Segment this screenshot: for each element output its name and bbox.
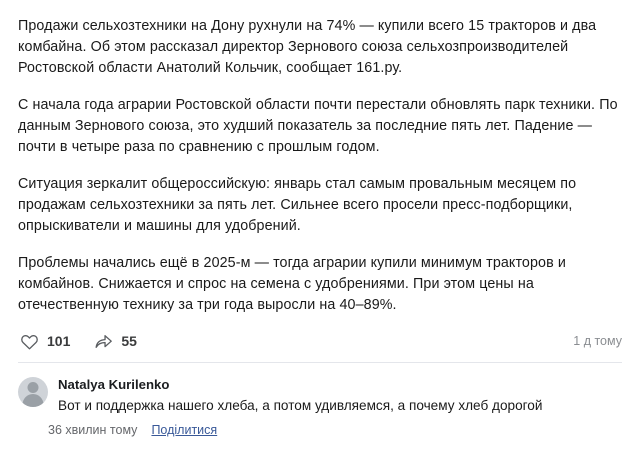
comment-item xyxy=(0,363,640,415)
share-button[interactable] xyxy=(92,330,137,352)
post-paragraph: Ситуация зеркалит общероссийскую: январь стал самым провальным месяцем по продажам сельхозтехники за пять лет. Сильнее всего просели пресс-подборщики, опрыскиватели и машины для удобрений. xyxy=(18,176,577,234)
post-timestamp: 1 д тому xyxy=(573,334,622,348)
comment-author[interactable]: Natalya Kurilenko xyxy=(58,377,170,392)
avatar-body-shape xyxy=(23,394,44,407)
comment-text: Вот и поддержка нашего хлеба, а потом удивляемся, а почему хлеб дорогой xyxy=(58,398,543,413)
comment-meta xyxy=(0,415,640,437)
post-paragraph: С начала года аграрии Ростовской области почти перестали обновлять парк техники. По данным Зернового союза, это худший показатель за последние пять лет. Падение — почти в четыре раза по сравнению с прошлым годом. xyxy=(18,97,618,155)
share-arrow-icon xyxy=(92,330,114,352)
comment-timestamp: 36 хвилин тому xyxy=(48,423,138,437)
like-button[interactable] xyxy=(18,330,70,352)
avatar[interactable] xyxy=(18,377,48,407)
reactions-bar xyxy=(0,326,640,362)
comment-share-link[interactable]: Поділитися xyxy=(151,423,218,437)
share-count: 55 xyxy=(121,333,137,349)
comment-body xyxy=(58,377,622,415)
post-paragraph: Проблемы начались ещё в 2025-м — тогда аграрии купили минимум тракторов и комбайнов. Снижается и спрос на семена с удобрениями. При этом цены на отечественную технику за три года выросли на 40–89%. xyxy=(18,255,566,313)
avatar-head-shape xyxy=(28,382,39,393)
heart-icon xyxy=(18,330,40,352)
like-count: 101 xyxy=(47,333,71,349)
post-paragraph: Продажи сельхозтехники на Дону рухнули на 74% — купили всего 15 тракторов и два комбайна. Об этом рассказал директор Зернового союза сельхозпроизводителей Ростовской области Анатолий Кольчик, сообщает 161.ру. xyxy=(18,18,597,76)
